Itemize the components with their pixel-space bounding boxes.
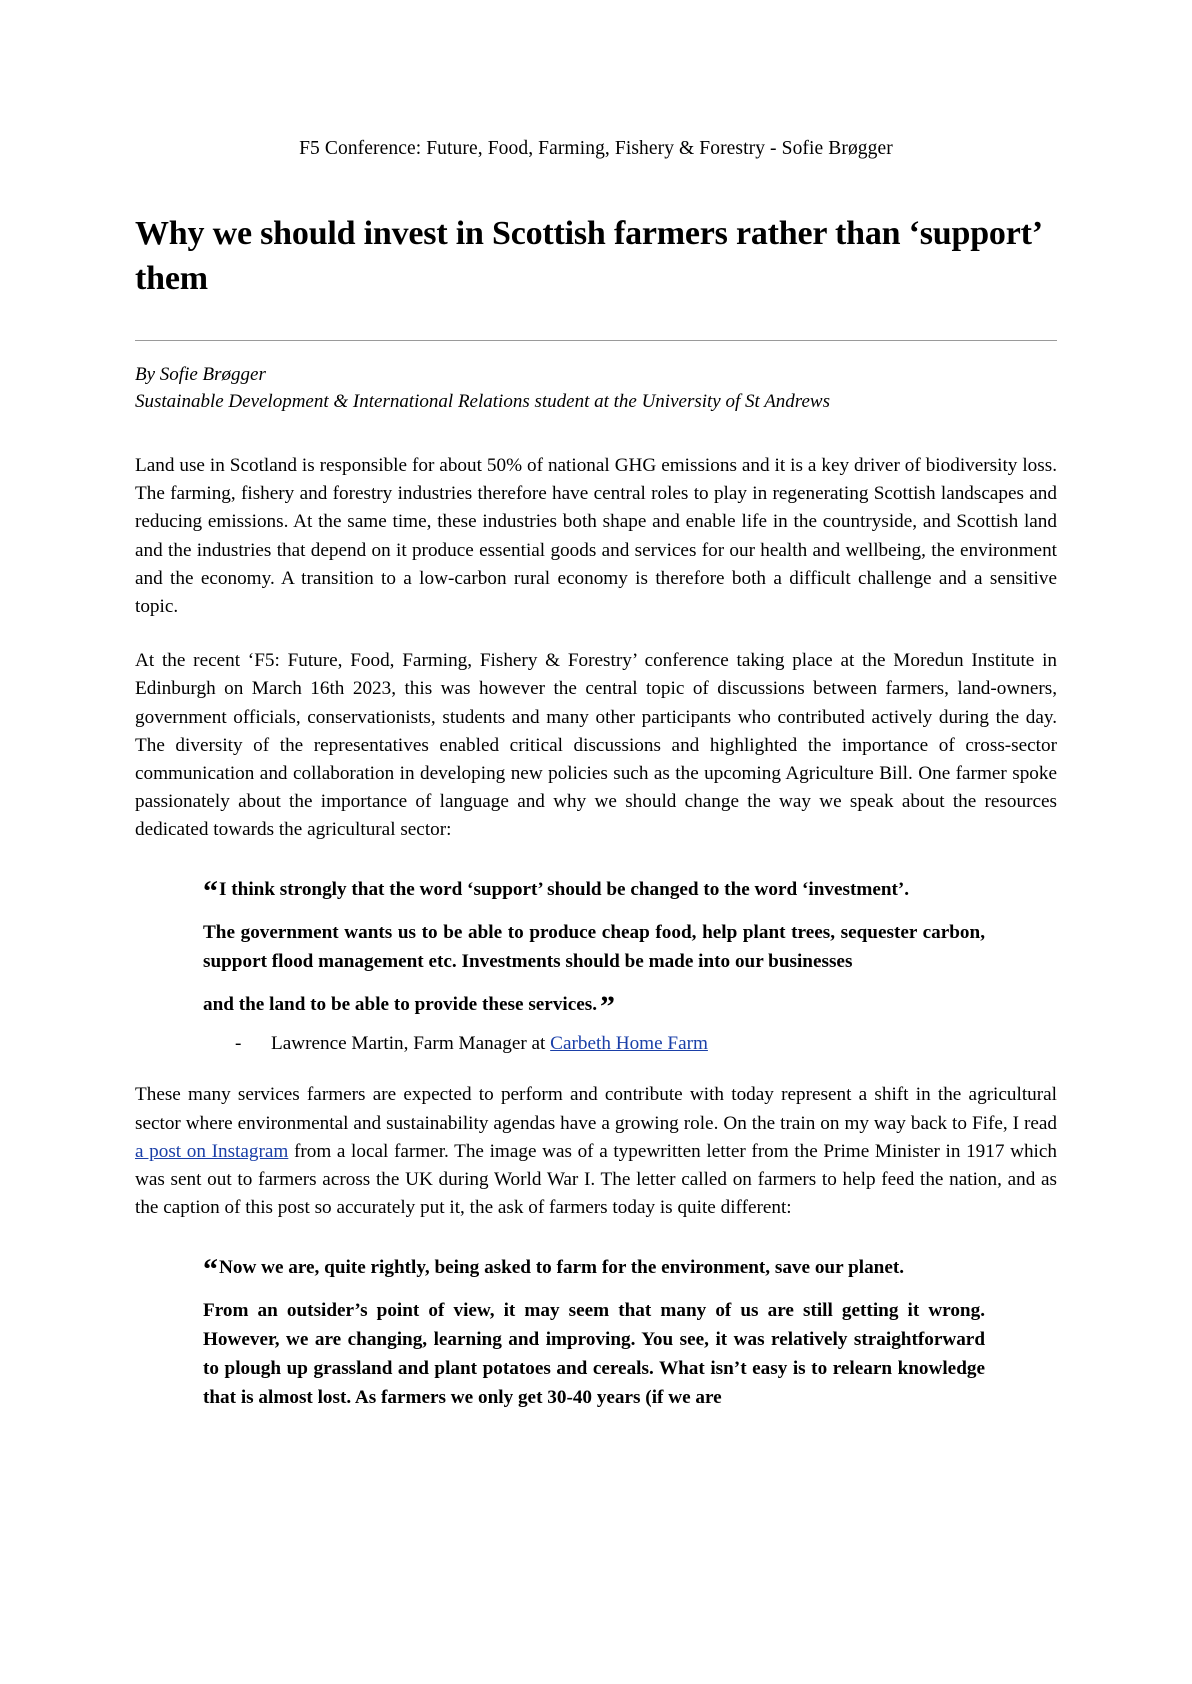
title-divider xyxy=(135,340,1057,341)
paragraph-2: At the recent ‘F5: Future, Food, Farming, Fishery & Forestry’ conference taking place at the Moredun Institute in Edinburgh on March 16th 2023, this was however the central topic of discussions between farmers, land-owners, government officials, conservationists, students and many other participants who contributed actively during the day. The diversity of the representatives enabled critical discussions and highlighted the importance of cross-sector communication and collaboration in developing new policies such as the upcoming Agriculture Bill. One farmer spoke passionately about the importance of language and why we should change the way we speak about the resources dedicated towards the agricultural sector: xyxy=(135,650,1057,841)
paragraph-3-before-link: These many services farmers are expected to perform and contribute with today represent a shift in the agricultural sector where environmental and sustainability agendas have a growing role. On the train on my way back to Fife, I read xyxy=(135,1084,1057,1134)
byline-author: By Sofie Brøgger xyxy=(135,363,266,385)
quote-close-icon: ” xyxy=(600,990,616,1024)
page-title: Why we should invest in Scottish farmers rather than ‘support’ them xyxy=(135,215,1041,297)
carbeth-home-farm-link[interactable]: Carbeth Home Farm xyxy=(550,1033,708,1055)
blockquote-lawrence-martin xyxy=(203,874,985,1024)
byline-affiliation: Sustainable Development & International Relations student at the University of St Andrews xyxy=(135,391,830,413)
running-head: F5 Conference: Future, Food, Farming, Fishery & Forestry - Sofie Brøgger xyxy=(299,138,893,159)
instagram-post-link[interactable]: a post on Instagram xyxy=(135,1140,289,1162)
quote-line-2: The government wants us to be able to produce cheap food, help plant trees, sequester carbon, support flood management etc. Investments should be made into our businesses xyxy=(203,921,985,973)
quote2-text-1: Now we are, quite rightly, being asked to farm for the environment, save our planet. xyxy=(219,1256,905,1278)
byline xyxy=(135,361,1057,416)
paragraph-1: Land use in Scotland is responsible for about 50% of national GHG emissions and it is a key driver of biodiversity loss. The farming, fishery and forestry industries therefore have central roles to play in regenerating Scottish landscapes and reducing emissions. At the same time, these industries both shape and enable life in the countryside, and Scottish land and the industries that depend on it produce essential goods and services for our health and wellbeing, the environment and the economy. A transition to a low-carbon rural economy is therefore both a difficult challenge and a sensitive topic. xyxy=(135,454,1057,617)
quote-open-icon: “ xyxy=(203,1252,218,1286)
quote-text-1: I think strongly that the word ‘support’ should be changed to the word ‘investment’. xyxy=(219,878,910,900)
blockquote-instagram-caption xyxy=(203,1253,985,1413)
quote2-line-1 xyxy=(203,1252,985,1286)
attribution-dash: - xyxy=(235,1033,242,1055)
quote-attribution xyxy=(235,1033,1057,1055)
paragraph-3-after-link: from a local farmer. The image was of a typewritten letter from the Prime Minister in 1917 which was sent out to farmers across the UK during World War I. The letter called on farmers to help feed the nation, and as the caption of this post so accurately put it, the ask of farmers today is quite different: xyxy=(135,1140,1057,1219)
quote2-line-2: From an outsider’s point of view, it may seem that many of us are still getting it wrong. However, we are changing, learning and improving. You see, it was relatively straightforward to plough up grassland and plant potatoes and cereals. What isn’t easy is to relearn knowledge that is almost lost. As farmers we only get 30-40 years (if we are xyxy=(203,1299,985,1409)
paragraph-3 xyxy=(135,1081,1057,1222)
attribution-text: Lawrence Martin, Farm Manager at xyxy=(271,1033,551,1055)
quote-text-3: and the land to be able to provide these services. xyxy=(203,994,598,1016)
quote-line-3 xyxy=(203,990,985,1024)
quote-open-icon: “ xyxy=(203,874,218,908)
quote-line-1 xyxy=(203,874,985,908)
